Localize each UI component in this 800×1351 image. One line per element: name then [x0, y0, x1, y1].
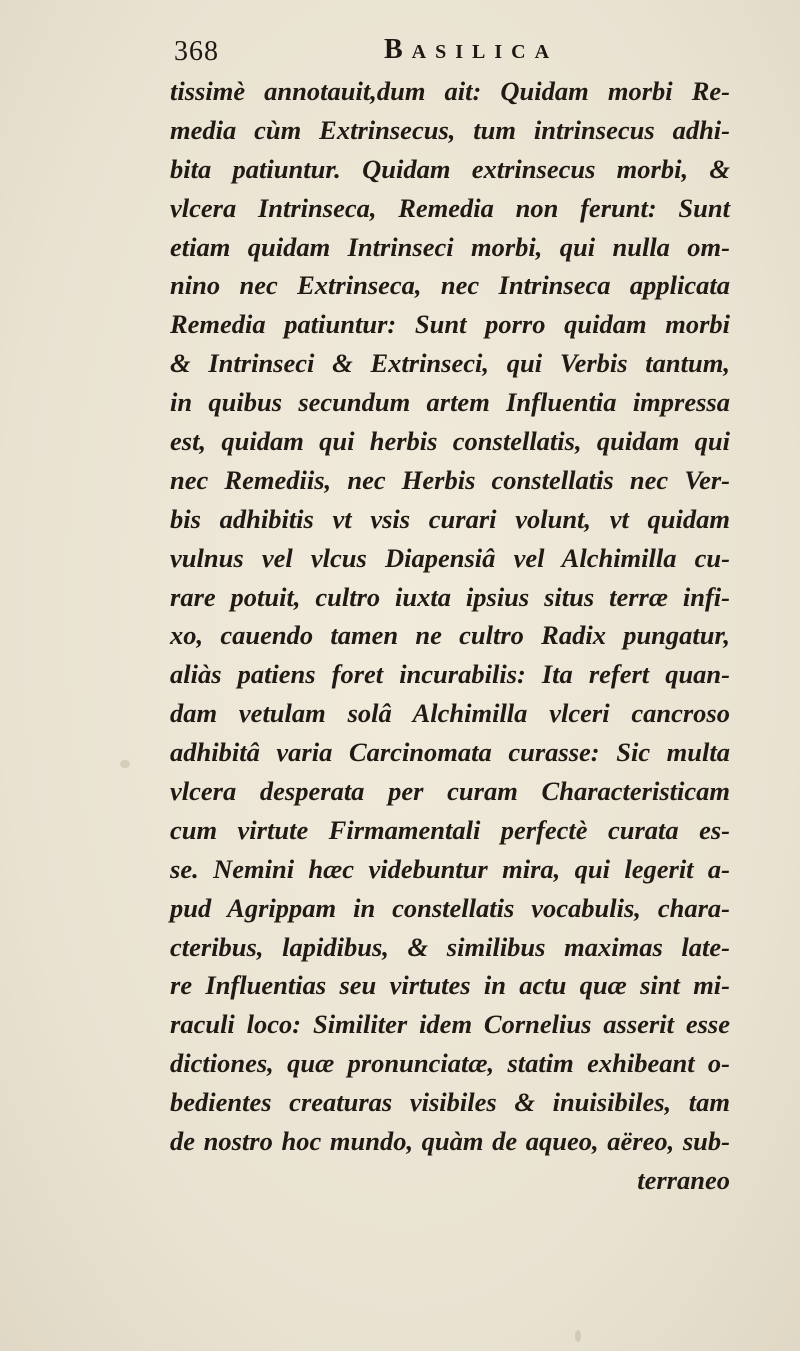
text-line: de nostro hoc mundo, quàm de aqueo, aëreo, sub- [170, 1126, 730, 1157]
text-line: rare potuit, cultro iuxta ipsius situs terræ infi- [170, 581, 730, 612]
text-line: cteribus, lapidibus, & similibus maximas late- [170, 931, 730, 962]
body-text [170, 72, 730, 1200]
text-line: tissimè annotauit,dum ait: Quidam morbi Re- [170, 76, 730, 106]
text-line: est, quidam qui herbis constellatis, quidam qui [170, 426, 730, 457]
text-line: raculi loco: Similiter idem Cornelius asserit esse [170, 1009, 730, 1040]
page-header [170, 28, 730, 68]
text-line: se. Nemini hæc videbuntur mira, qui legerit a- [170, 853, 730, 884]
text-line: xo, cauendo tamen ne cultro Radix pungatur, [170, 620, 730, 651]
text-line: & Intrinseci & Extrinseci, qui Verbis tantum, [170, 348, 730, 379]
text-line: vulnus vel vlcus Diapensiâ vel Alchimilla cu- [170, 542, 730, 573]
catchword: terraneo [637, 1164, 730, 1195]
text-line: bedientes creaturas visibiles & inuisibiles, tam [170, 1087, 730, 1118]
text-line: adhibitâ varia Carcinomata curasse: Sic multa [170, 737, 730, 768]
paper-stain [120, 760, 130, 768]
running-head: Basilica [384, 34, 559, 65]
text-line: dam vetulam solâ Alchimilla vlceri cancroso [170, 698, 730, 729]
text-line: aliàs patiens foret incurabilis: Ita refert quan- [170, 659, 730, 690]
text-line: media cùm Extrinsecus, tum intrinsecus adhi- [170, 114, 730, 145]
text-line: nino nec Extrinseca, nec Intrinseca applicata [170, 270, 730, 301]
paper-stain [575, 1330, 581, 1342]
text-line: bis adhibitis vt vsis curari volunt, vt quidam [170, 503, 730, 534]
text-line: nec Remediis, nec Herbis constellatis nec Ver- [170, 464, 730, 495]
page-number: 368 [174, 36, 219, 67]
text-line: vlcera desperata per curam Characteristicam [170, 776, 730, 807]
text-line: pud Agrippam in constellatis vocabulis, chara- [170, 892, 730, 923]
text-line: Remedia patiuntur: Sunt porro quidam morbi [170, 309, 730, 340]
text-line: bita patiuntur. Quidam extrinsecus morbi, & [170, 153, 730, 184]
text-line: dictiones, quæ pronunciatæ, statim exhibeant o- [170, 1048, 730, 1079]
text-line: cum virtute Firmamentali perfectè curata es- [170, 814, 730, 845]
text-line: re Influentias seu virtutes in actu quæ sint mi- [170, 970, 730, 1001]
text-line: etiam quidam Intrinseci morbi, qui nulla om- [170, 231, 730, 262]
text-line: in quibus secundum artem Influentia impressa [170, 387, 730, 418]
text-line: vlcera Intrinseca, Remedia non ferunt: Sunt [170, 192, 730, 223]
